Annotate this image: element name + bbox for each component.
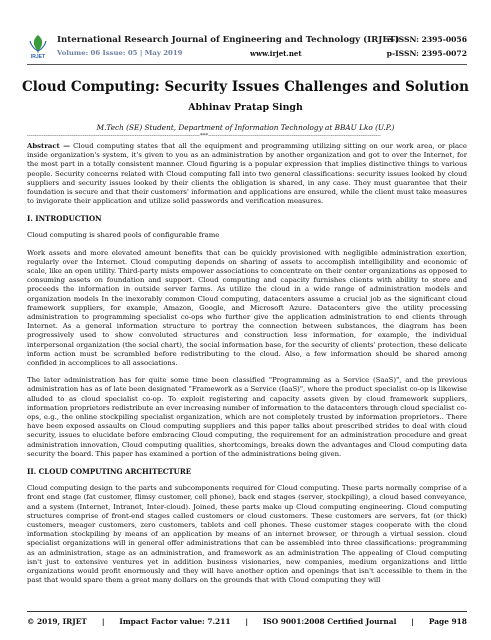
footer-divider xyxy=(27,611,467,612)
section-heading-introduction: I. INTRODUCTION xyxy=(27,214,102,224)
abstract-label: Abstract — xyxy=(27,142,70,150)
volume-issue: Volume: 06 Issue: 05 | May 2019 xyxy=(57,49,183,57)
irjet-logo xyxy=(27,33,49,61)
footer-iso-certification: ISO 9001:2008 Certified Journal xyxy=(262,617,397,626)
intro-paragraph-3: The later administration has for quite some time been classified "Programming as a Service (SaaS)", and the previous administration has as of late been designated "Framework as a Service (IaaS)", where the product specialist co-op is likewise alluded to as cloud specialist co-op. To exploit registering and capacity assets given by cloud framework suppliers, information proprietors redistribute an ever increasing number of information to the datacenters through cloud specialist co-ops, e.g., the online stockpiling specialist organization, which are not completely trusted by information proprietors.. There have been exposed assaults on Cloud computing suppliers and this paper talks about prescribed strides to deal with cloud security, issues to elucidate before embracing Cloud computing, the requirement for an administration procedure and great administration innovation, Cloud computing qualities, shortcomings, breaks down the advantages and Cloud computing data security the board. This paper has examined a portion of the administrations being given. xyxy=(27,376,467,458)
architecture-paragraph-1: Cloud computing design to the parts and subcomponents required for Cloud computing. These parts normally comprise of a front end stage (fat customer, flimsy customer, cell phone), back end stages (server, stockpiling), a cloud based conveyance, and a system (Internet, Intranet, Inter-cloud). Joined, these parts make up Cloud computing engineering. Cloud computing structures comprise of front-end stages called customers or cloud customers. These customers are servers, fat (or thick) customers, meager customers, zero customers, tablets and cell phones. These customer stages cooperate with the cloud information stockpiling by means of an application by means of an internet browser, or through a virtual session. cloud specialist organizations will in general offer administrations that can be assembled into three classifications: programming as an administration, stage as an administration, and framework as an administration The appealing of Cloud computing isn't just to extensive ventures yet in addition business visionaries, new companies, medium organizations and little organizations would profit enormously and they will have another option and openings that isn't accessible to them in the past that would spare them a great many dollars on the grounds that with Cloud computing they will xyxy=(27,484,467,585)
journal-header xyxy=(27,33,467,63)
footer-separator: | xyxy=(101,617,105,626)
footer-page-number: Page 918 xyxy=(428,617,467,626)
section-heading-architecture: II. CLOUD COMPUTING ARCHITECTURE xyxy=(27,467,192,477)
header-divider xyxy=(27,64,467,65)
paper-body xyxy=(27,142,467,593)
author-affiliation: M.Tech (SE) Student, Department of Information Technology at BBAU Lko (U.P.) xyxy=(96,123,395,132)
section-separator: ---------------------------------------------------------------------------------------------***--------------------------------------------------------------------------------------------- xyxy=(27,133,381,139)
e-issn: e-ISSN: 2395-0056 xyxy=(387,35,467,44)
footer-separator: | xyxy=(411,617,414,626)
paper-author: Abhinav Pratap Singh xyxy=(188,102,303,113)
page-footer xyxy=(27,617,467,626)
intro-paragraph-2: Work assets and more elevated amount benefits that can be quickly provisioned with negligible administration exertion, regularly over the Internet. Cloud computing depends on sharing of assets to accomplish intelligibility and economic of scale, like an open utility. Third-party mists empower associations to concentrate on their center organizations as opposed to consuming assets on foundation and support. Cloud computing and capacity furnishes clients with ability to store and proceeds the information in outside server farms. As utilize the cloud in a wide range of administration models and organization models In the inexorably common Cloud computing, datacenters assume a crucial job as the significant cloud framework suppliers, for example, Amazon, Google, and Microsoft Azure. Datacenters give the utility processing administration to programming specialist co-ops who further give the application administration to end clients through Internet. As a general information structure to portray the connection between substances, the diagram has been progressively used to show convoluted structures and construction less information, for example, the individual interpersonal organization (the social chart), the social information base, for the security of clients' protection, these delicate inform action must be scrambled before redistributing to the cloud. Also, a few information should be shared among confided in accomplices to all associations. xyxy=(27,248,467,368)
journal-title: International Research Journal of Engineering and Technology (IRJET) xyxy=(57,35,400,45)
intro-paragraph-1: Cloud computing is shared pools of configurable frame xyxy=(27,231,220,240)
footer-separator: | xyxy=(245,617,249,626)
abstract xyxy=(27,142,467,206)
footer-impact-factor: Impact Factor value: 7.211 xyxy=(119,617,231,626)
paper-title: Cloud Computing: Security Issues Challenges and Solution xyxy=(22,79,469,95)
abstract-text: Cloud computing states that all the equipment and programming utilizing sitting on our work area, or place inside organization's system, it's given to you as an administration by another organization and got to over the Internet, for the most part in a totally consistent manner. Cloud figuring is a popular expression that implies distinctive things to various people. Security concerns related with Cloud computing fall into two general classifications: security issues looked by cloud suppliers and security issues looked by their clients the obligation is shared, in any case. They must guarantee that their foundation is secure and that their customers' information and applications are ensured, while the client must take measures to invigorate their application and utilize solid passwords and verification measures. xyxy=(27,142,467,206)
journal-website-link[interactable]: www.irjet.net xyxy=(250,49,302,58)
logo-text: IRJET xyxy=(30,54,46,60)
p-issn: p-ISSN: 2395-0072 xyxy=(386,49,467,58)
footer-copyright: © 2019, IRJET xyxy=(27,617,87,626)
